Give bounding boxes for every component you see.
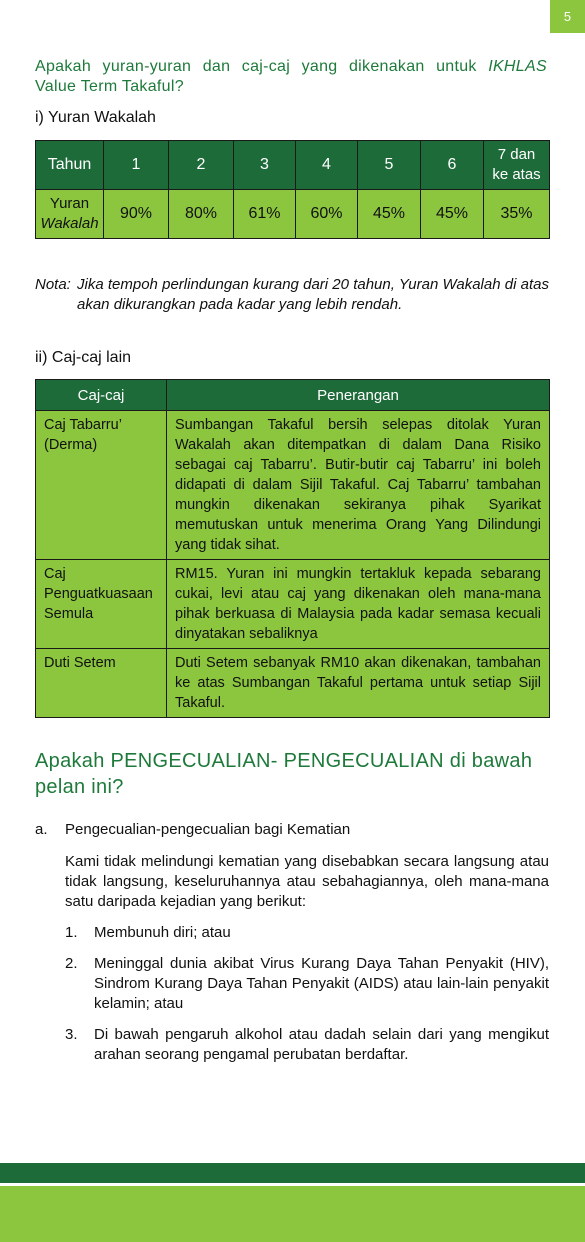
- table-row: [36, 560, 550, 649]
- header-cell: Caj-caj: [36, 380, 167, 411]
- nota-label: Nota:: [35, 276, 71, 293]
- exclusion-list: [65, 923, 549, 1076]
- charges-header-row: [36, 380, 550, 411]
- q1-line2: Value Term Takaful?: [35, 78, 184, 95]
- q1-word: dikenakan: [348, 58, 425, 75]
- charge-name: Caj Penguatkuasaan Semula: [36, 560, 167, 649]
- charge-description: RM15. Yuran ini mungkin tertakluk kepada sebarang cukai, levi atau caj yang dikenakan oleh mana-mana pihak berkuasa di Malaysia pada kadar semasa kecuali dinyatakan sebaliknya: [167, 560, 550, 649]
- section-wakalah-title: i) Yuran Wakalah: [35, 109, 156, 126]
- header-cell-7-plus: [484, 141, 550, 190]
- table-row: [36, 411, 550, 560]
- charge-description: Sumbangan Takaful bersih selepas ditolak Yuran Wakalah akan ditempatkan di dalam Dana Risiko sebagai caj Tabarru’. Butir-butir caj Tabarru’ ini boleh didapati di dalam Sijil Takaful. Caj Tabarru’ tambahan mungkin dikenakan sekiranya pihak Syarikat memutuskan untuk menerima Orang Yang Dilindungi yang tidak sihat.: [167, 411, 550, 560]
- value-cell: 60%: [296, 190, 358, 239]
- exclusion-section-a: [35, 820, 549, 840]
- section-other-charges-title: ii) Caj-caj lain: [35, 349, 132, 366]
- item-number: 3.: [65, 1026, 78, 1043]
- charge-description: Duti Setem sebanyak RM10 akan dikenakan, tambahan ke atas Sumbangan Takaful pertama untuk setiap Sijil Takaful.: [167, 649, 550, 718]
- footer-band-light: [0, 1186, 585, 1242]
- charges-table: [35, 379, 550, 718]
- list-item: [65, 954, 549, 1014]
- header-cell: 1: [104, 141, 169, 190]
- page-number: 5: [550, 0, 585, 33]
- list-item: [65, 1025, 549, 1065]
- row-label: [36, 190, 104, 239]
- item-text: Membunuh diri; atau: [94, 924, 231, 941]
- item-number: 1.: [65, 924, 78, 941]
- q1-word: Apakah: [35, 58, 92, 75]
- item-number: 2.: [65, 955, 78, 972]
- q1-word: yuran-yuran: [102, 58, 192, 75]
- q1-word: caj-caj: [241, 58, 291, 75]
- charge-name: Duti Setem: [36, 649, 167, 718]
- value-cell: 45%: [421, 190, 484, 239]
- header-cell: 6: [421, 141, 484, 190]
- section-marker: a.: [35, 821, 48, 838]
- wakalah-table: [35, 140, 550, 239]
- question-fees-charges: [35, 57, 547, 97]
- item-text: Di bawah pengaruh alkohol atau dadah selain dari yang mengikut arahan seorang pengamal perubatan berdaftar.: [94, 1026, 549, 1063]
- list-item: [65, 923, 549, 943]
- value-cell: 61%: [234, 190, 296, 239]
- nota-text: Jika tempoh perlindungan kurang dari 20 tahun, Yuran Wakalah di atas akan dikurangkan pada kadar yang lebih rendah.: [77, 276, 549, 313]
- charge-name: Caj Tabarru’ (Derma): [36, 411, 167, 560]
- value-cell: 90%: [104, 190, 169, 239]
- header-cell: Tahun: [36, 141, 104, 190]
- header-last-line1: 7 dan: [497, 146, 536, 163]
- row-label-line1: Yuran: [49, 195, 90, 212]
- value-cell: 80%: [169, 190, 234, 239]
- header-cell: Penerangan: [167, 380, 550, 411]
- footer-band-dark: [0, 1163, 585, 1183]
- table-row: [36, 649, 550, 718]
- header-cell: 2: [169, 141, 234, 190]
- q1-word: dan: [202, 58, 231, 75]
- header-cell: 3: [234, 141, 296, 190]
- value-cell: 35%: [484, 190, 550, 239]
- exclusion-heading: Pengecualian-pengecualian bagi Kematian: [65, 821, 351, 838]
- header-cell: 5: [358, 141, 421, 190]
- header-last-line2: ke atas: [492, 166, 541, 183]
- q1-word-product: IKHLAS: [488, 58, 547, 75]
- q1-word: untuk: [436, 58, 477, 75]
- exclusion-intro: Kami tidak melindungi kematian yang disebabkan secara langsung atau tidak langsung, keseluruhannya atau sebahagiannya, oleh mana-mana satu daripada kejadian yang berikut:: [65, 853, 549, 910]
- wakalah-header-row: [36, 141, 550, 190]
- wakalah-value-row: [36, 190, 550, 239]
- nota-block: [35, 275, 549, 315]
- value-cell: 45%: [358, 190, 421, 239]
- question-exclusions: Apakah PENGECUALIAN- PENGECUALIAN di bawah pelan ini?: [35, 750, 533, 798]
- item-text: Meninggal dunia akibat Virus Kurang Daya Tahan Penyakit (HIV), Sindrom Kurang Daya Tahan Penyakit (AIDS) atau lain-lain penyakit kelamin; atau: [94, 955, 549, 1012]
- header-cell: 4: [296, 141, 358, 190]
- q1-word: yang: [301, 58, 338, 75]
- row-label-line2: Wakalah: [40, 215, 99, 232]
